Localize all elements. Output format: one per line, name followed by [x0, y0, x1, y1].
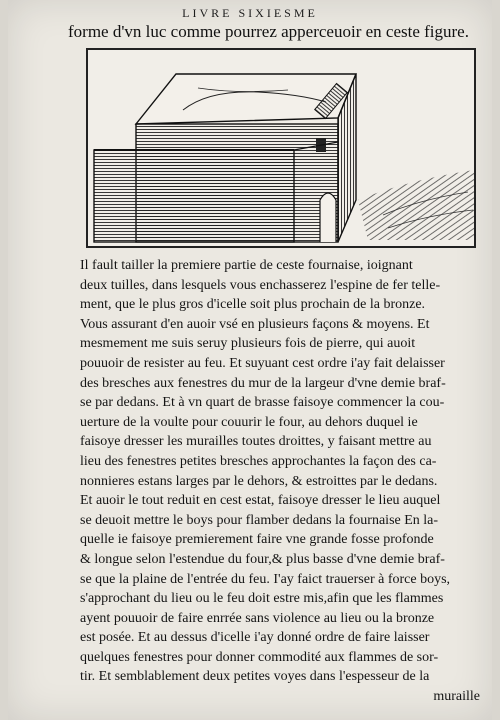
paragraph-line: ment, que le plus gros d'icelle soit plus prochain de la bronze. — [80, 297, 426, 313]
paragraph-line: Et auoir le tout reduit en cest estat, faisoye dresser le lieu auquel — [80, 493, 441, 509]
paragraph-line: mesmement me suis seruy plusieurs fois de pierre, qui auoit — [80, 336, 416, 352]
paragraph-line: s'approchant du lieu ou le feu doit estre mis,afin que les flammes — [80, 591, 444, 607]
paragraph-line: nonnieres estans larges par le dehors, & estroittes par le dedans. — [80, 473, 438, 489]
paragraph-line: Il fault tailler la premiere partie de ceste fournaise, ioignant — [80, 258, 413, 273]
paragraph-line: des bresches aux fenestres du mur de la largeur d'vne demie braf- — [80, 375, 446, 391]
paragraph-line: Vous assurant d'en auoir vsé en plusieurs façons & moyens. Et — [80, 316, 430, 332]
paragraph-line: faisoye dresser les murailles toutes droittes, y faisant mettre au — [80, 434, 432, 450]
paragraph-line: pouuoir de resister au feu. Et suyuant cest ordre i'ay fait delaisser — [80, 355, 445, 371]
body-paragraph — [80, 256, 480, 707]
paragraph-line: uerture de la voulte pour couurir le four, au dehors duquel ie — [80, 414, 418, 430]
paragraph-line: lieu des fenestres petites bresches approchantes la façon des ca- — [80, 453, 437, 469]
paragraph-line: est posée. Et au dessus d'icelle i'ay donné ordre de faire laisser — [80, 630, 430, 646]
running-head: LIVRE SIXIESME — [182, 6, 318, 20]
catchword: muraille — [433, 689, 480, 705]
book-page — [8, 0, 492, 720]
paragraph-line: quelques fenestres pour donner commodité aux flammes de sor- — [80, 649, 439, 665]
paragraph-line: se par dedans. Et à vn quart de brasse faisoye commencer la cou- — [80, 395, 445, 411]
paragraph-line: quelle ie faisoye premierement faire vne grande fosse profonde — [80, 532, 434, 548]
paragraph-line: se que la plaine de l'entrée du feu. I'ay faict trauerser à force boys, — [80, 571, 451, 587]
furnace-woodcut-illustration — [86, 48, 476, 248]
paragraph-line: & longue selon l'estendue du four,& plus basse d'vne demie braf- — [80, 551, 445, 567]
paragraph-line: deux tuilles, dans lesquels vous enchasserez l'espine de fer telle- — [80, 277, 441, 293]
paragraph-line: ayent pouuoir de faire enrrée sans violence au lieu ou la bronze — [80, 610, 435, 626]
intro-line: forme d'vn luc comme pourrez apperceuoir en ceste figure. — [68, 22, 469, 41]
paragraph-line: se deuoit mettre le boys pour flamber dedans la fournaise En la- — [80, 512, 439, 528]
paragraph-line: tir. Et semblablement deux petites voyes dans l'espesseur de la — [80, 669, 430, 685]
